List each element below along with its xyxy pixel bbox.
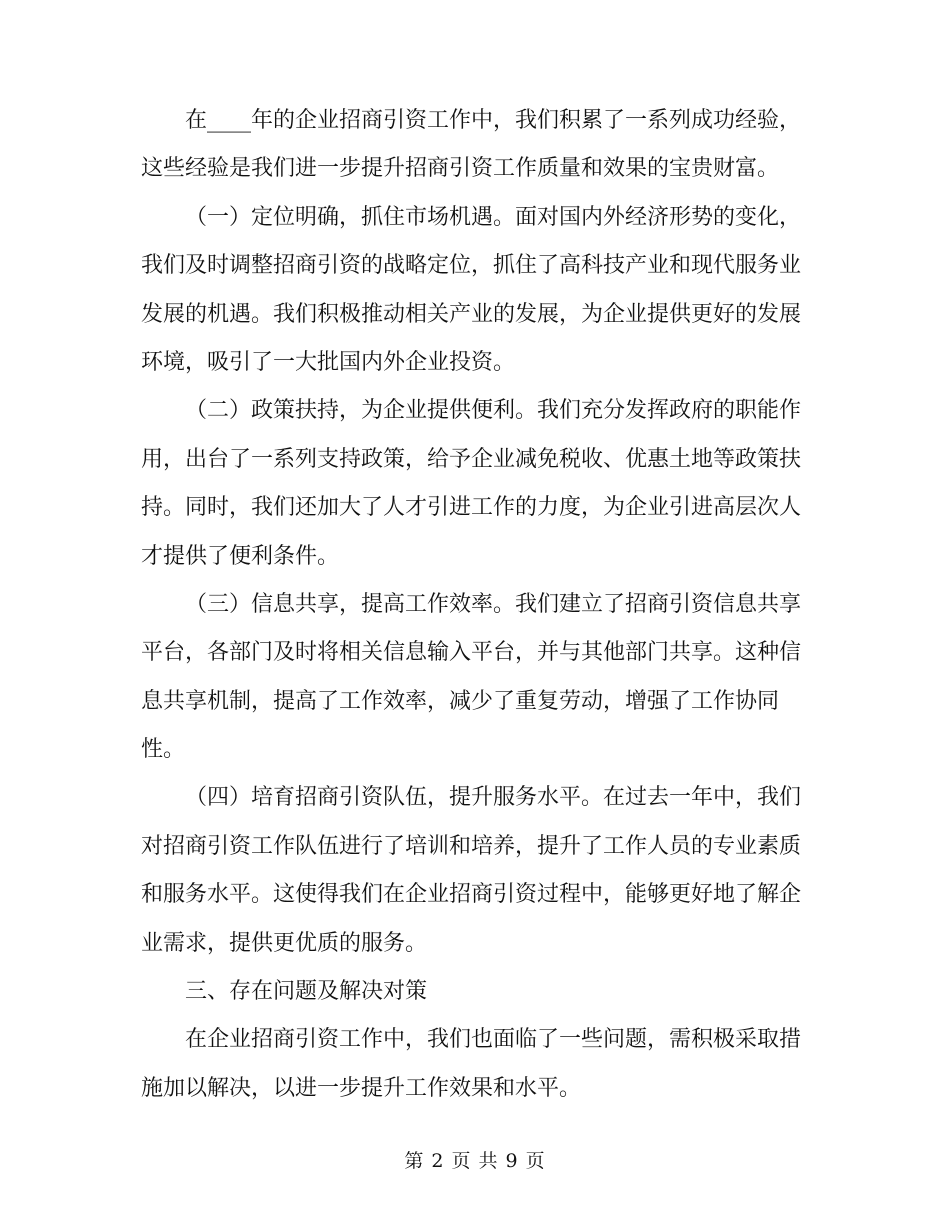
section-3-paragraph [141, 581, 801, 775]
text-line: （三）信息共享，提高工作效率。我们建立了招商引资信息共享 [185, 591, 802, 617]
heading-line: 三、存在问题及解决对策 [185, 979, 428, 1005]
text-line: 和服务水平。这使得我们在企业招商引资过程中，能够更好地了解企 [141, 882, 802, 908]
problems-intro-paragraph [141, 1016, 801, 1113]
text-line: 环境，吸引了一大批国内外企业投资。 [141, 349, 516, 375]
text-line: 业需求，提供更优质的服务。 [141, 930, 428, 956]
section-2-paragraph [141, 387, 801, 581]
text-line: （二）政策扶持，为企业提供便利。我们充分发挥政府的职能作 [185, 398, 802, 424]
text-line: 息共享机制，提高了工作效率，减少了重复劳动，增强了工作协同 [141, 688, 780, 714]
text-line: 才提供了便利条件。 [141, 543, 340, 569]
text-line: 持。同时，我们还加大了人才引进工作的力度，为企业引进高层次人 [141, 495, 802, 521]
text-line: 发展的机遇。我们积极推动相关产业的发展，为企业提供更好的发展 [141, 301, 802, 327]
text-line: 对招商引资工作队伍进行了培训和培养，提升了工作人员的专业素质 [141, 833, 802, 859]
text-line: 这些经验是我们进一步提升招商引资工作质量和效果的宝贵财富。 [141, 156, 780, 182]
document-body [141, 97, 801, 1113]
text-line: 用，出台了一系列支持政策，给予企业减免税收、优惠土地等政策扶 [141, 446, 802, 472]
text-line: 平台，各部门及时将相关信息输入平台，并与其他部门共享。这种信 [141, 640, 802, 666]
text-line: 在企业招商引资工作中，我们也面临了一些问题，需积极采取措 [185, 1027, 802, 1053]
text-line: 性。 [141, 737, 186, 763]
section-1-paragraph [141, 194, 801, 388]
intro-paragraph [141, 97, 801, 194]
page-number-footer: 第 2 页 共 9 页 [404, 1150, 546, 1172]
text-line: 在____年的企业招商引资工作中，我们积累了一系列成功经验， [185, 108, 802, 133]
text-line: 施加以解决，以进一步提升工作效果和水平。 [141, 1075, 582, 1101]
text-line: （四）培育招商引资队伍，提升服务水平。在过去一年中，我们 [185, 785, 802, 811]
text-line: 我们及时调整招商引资的战略定位，抓住了高科技产业和现代服务业 [141, 253, 802, 279]
text-line: （一）定位明确，抓住市场机遇。面对国内外经济形势的变化， [185, 204, 802, 230]
section-4-paragraph [141, 774, 801, 968]
section-heading [141, 968, 801, 1016]
